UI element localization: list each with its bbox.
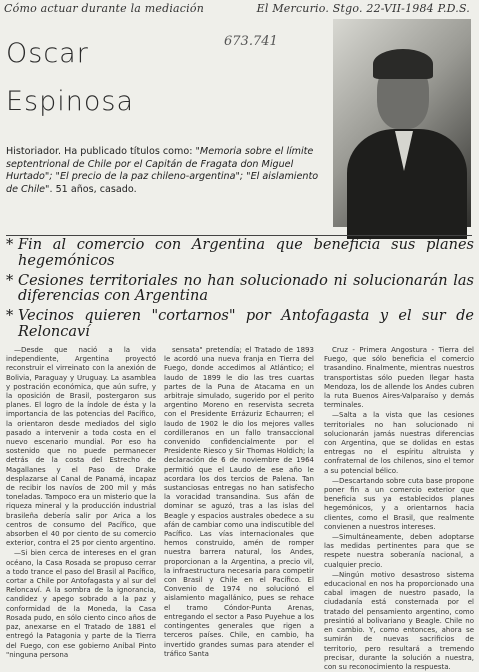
asterisk-icon: * [6,272,14,289]
handwritten-source-date: El Mercurio. Stgo. 22-VII-1984 P.D.S. [256,2,470,15]
bullet-text: Cesiones territoriales no han solucionado ni solucionarán las diferencias con Argentina [18,272,474,305]
paragraph: —Simultáneamente, deben adoptarse las medidas pertinentes para que se respete nuestra soberanía nacional, a cualquier precio. [324,533,474,569]
headline-bullet [6,238,474,270]
bullet-text: Fin al comercio con Argentina que beneficia sus planes hegemónicos [18,237,474,269]
author-portrait-photo [333,19,471,227]
clip-number: 673.741 [224,34,278,49]
bio-titles: "Memoria sobre el límite septentrional de Chile por el Capitán de Fragata don Miguel Hurtado"; "El precio de la paz chileno-argentina"; "El aislamiento de Chile" [6,146,319,195]
bio-outro: . 51 años, casado. [49,183,137,195]
asterisk-icon: * [6,237,14,253]
author-bio [6,146,328,196]
paragraph: —Ningún motivo desastroso sistema educacional en nos ha proporcionado una cabal imagen de nuestro pasado, la ciudadanía está consternada por el tratado del pensamiento argentino, como presintió al bolivariano y Beagle. Chile no en cambio. Y, como entonces, ahora se sumirán de nuevas sacrificios de territorio, pero resultará a tremendo precisar, durante la solución a nuestra, con su reconocimiento la respuesta. [324,570,474,671]
handwritten-note-left: Cómo actuar durante la mediación [4,2,204,15]
bullet-text: Vecinos quieren "cortarnos" por Antofagasta y el sur de Reloncaví [18,308,474,340]
headline-bullets [6,238,474,345]
asterisk-icon: * [6,308,14,325]
bio-intro: Historiador. Ha publicado títulos como: [6,146,196,157]
article-column-3 [324,346,474,671]
article-column-2 [164,346,314,658]
paragraph: —Salta a la vista que las cesiones territoriales no han solucionado ni solucionarán jamás nuestras diferencias con Argentina, que se dolidas en estas entregas no el espíritu altruista y confraternal de los chilenos, sino el temor a su potencial bélico. [324,411,474,475]
paragraph: —Si bien cerca de intereses en el gran océano, la Casa Rosada se propuso cerrar a todo trance el paso del Brasil al Pacífico, cortar a Chile por Antofagasta y al sur del Reloncaví. A la sombra de la ignorancia, candidez y apego sobrado a la paz y conformidad de la Moneda, la Casa Rosada pudo, en sólo ciento cinco años de paz, anexarse en el Tratado de 1881 el entregó la Patagonia y parte de la Tierra del Fuego, con ese gobierno Aníbal Pinto "ninguna persona [6,549,156,659]
headline-bullet [6,309,474,341]
headline-bullet [6,274,474,306]
portrait-hair [373,49,433,79]
article-body [6,346,474,671]
divider [6,235,472,236]
author-last-name: Espinosa [6,86,135,117]
paragraph: —Descartando sobre cuta base propone poner fin a un comercio exterior que beneficia sus ya establecidos planes hegemónicos, y a orientarnos hacia clientes, como el Brasil, que realmente convienen a nuestros intereses. [324,476,474,531]
paragraph: Cruz - Primera Angostura - Tierra del Fuego, que sólo beneficia el comercio trasandino. Finalmente, mientras nuestros transportistas sólo pueden llegar hasta Mendoza, los de allende los Andes cubren la ruta Buenos Aires-Valparaíso y demás terminales. [324,346,474,410]
article-column-1 [6,346,156,659]
paragraph: —Desde que nació a la vida independiente, Argentina proyectó reconstruir el virreinato con la anexión de Bolivia, Paraguay y Uruguay. La asamblea y postración económica, que aún sufre, y la oposición de Brasil, postergaron sus planes. El logro de la índole de ésta y la importancia de las potencias del Pacífico, la orientaron desde mediados del siglo pasado a intervenir a toda costa en el nuevo escenario mundial. Por eso ha sostenido que no puede permanecer detrás de la costa del Estrecho de Magallanes y el Paso de Drake desplazarse al Canal de Panamá, incapaz de recibir los navíos de 200 mil y más toneladas. Tampoco era un misterio que la riqueza mineral y la producción industrial brasileña debería salir por Arica a los centros de consumo del Pacífico, que absorben el 40 por ciento de su comercio exterior, contra el 25 por ciento argentino. [6,346,156,548]
author-first-name: Oscar [6,38,89,69]
paragraph: sensata" pretendía; el Tratado de 1893 le acordó una nueva franja en Tierra del Fuego, donde accedimos al Atlántico; el laudo de 1899 le dio las tres cuartas partes de la Puna de Atacama en un arbitraje simulado, sugerido por el perito argentino Moreno en reservista secreta con el Presidente Errázuriz Echaurren; el laudo de 1902 le dio los mejores valles cordilleranos en un fallo transaccional convenido confidencialmente por el Presidente Riesco y Sir Thomas Holdich; la declaración de 6 de noviembre de 1964 permitió que el Laudo de ese año le acordara los dos tercios de Palena. Tan sustanciosas entregas no han satisfecho la voracidad transandina. Sus afán de dominar se aguzó, tras a las islas del Beagle y espacios australes obedece a su afán de cambiar como una indiscutible del Pacífico. Las vías internacionales que hemos construido, amén de romper nuestra barrera natural, los Andes, proporcionan a la Argentina, a precio vil, la infraestructura necesaria para competir con Brasil y Chile en el Pacífico. El Convenio de 1974 no solucionó el aislamiento magallánico, pues se rehace el tramo Cóndor-Punta Arenas, entregando el sector a Paso Puyehue a los contingentes generales que rigen a terceros países. Chile, en cambio, ha invertido grandes sumas para atender el tráfico Santa [164,346,314,658]
